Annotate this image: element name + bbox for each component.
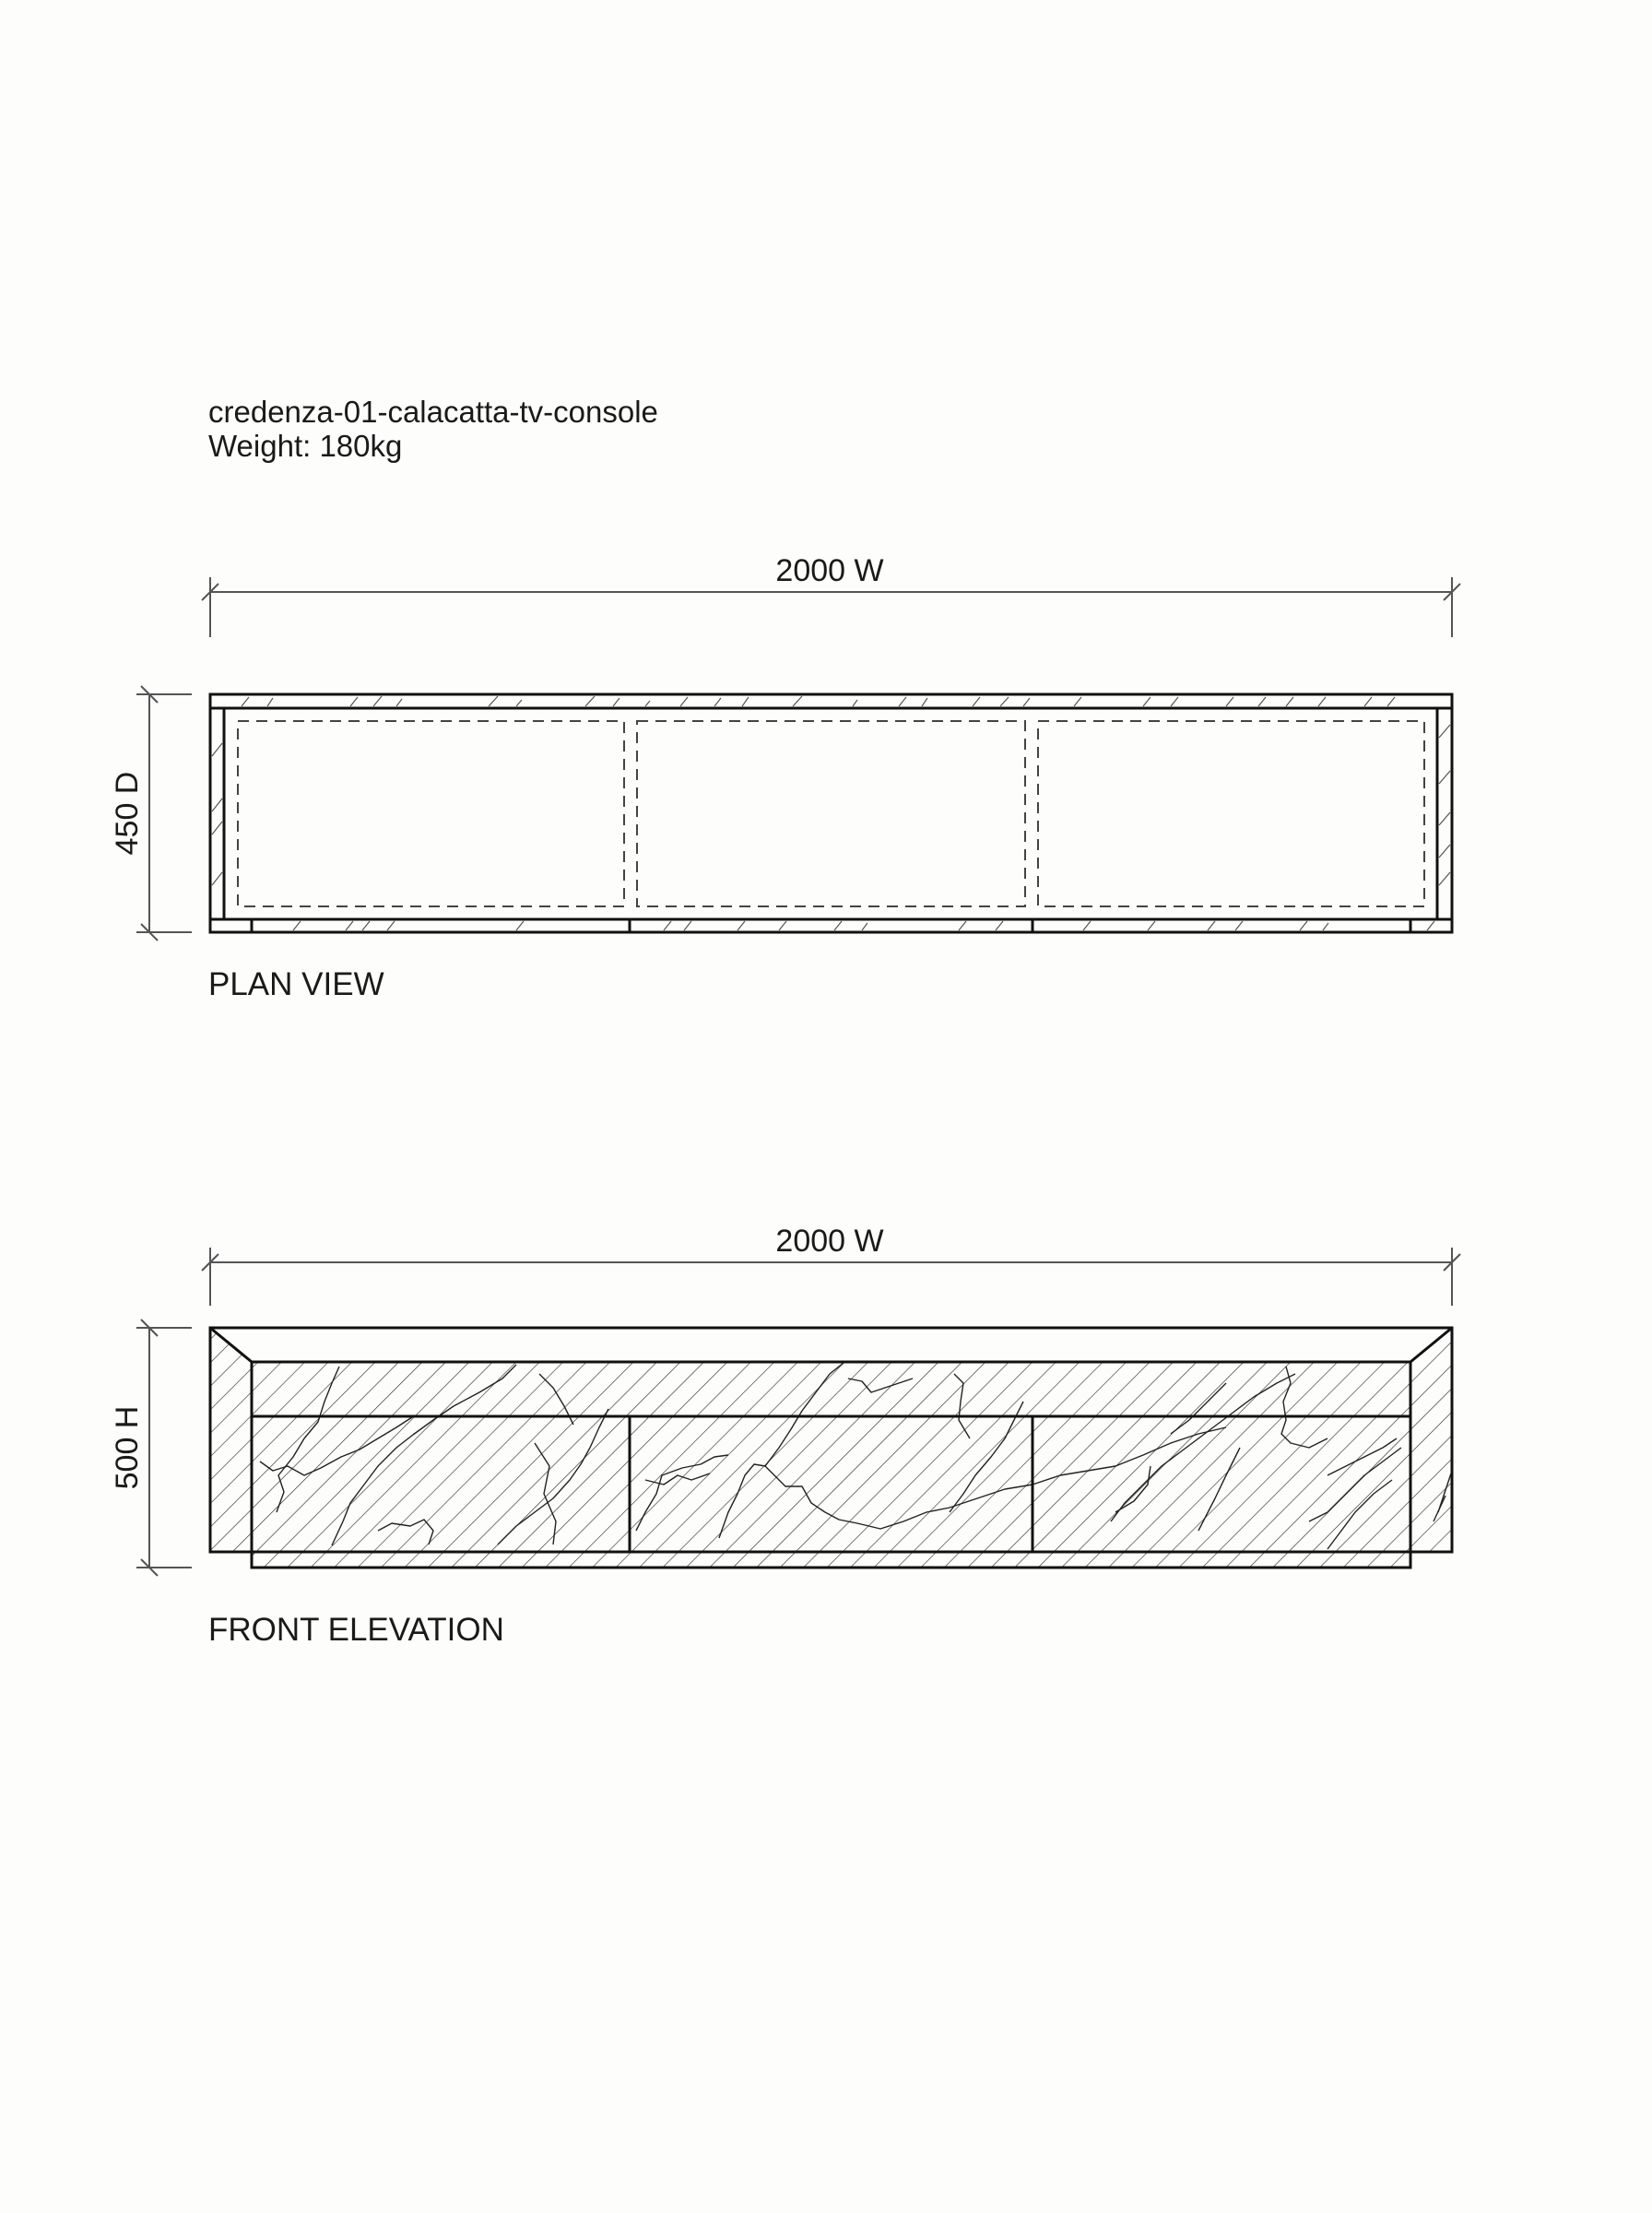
- plan-compartment-2: [637, 721, 1025, 906]
- plan-compartment-3: [1038, 721, 1424, 906]
- elevation-height-label: 500 H: [110, 1405, 145, 1490]
- plan-compartments: [238, 721, 1424, 906]
- elevation-width-label: 2000 W: [775, 1224, 884, 1259]
- plan-width-label: 2000 W: [775, 553, 884, 588]
- front-elevation-label: FRONT ELEVATION: [208, 1612, 504, 1648]
- plan-view-label: PLAN VIEW: [208, 966, 384, 1002]
- plan-depth-label: 450 D: [110, 771, 145, 856]
- plan-marble-texture: [212, 696, 1450, 930]
- title-block: [208, 395, 658, 463]
- front-elevation: [136, 1248, 1460, 1576]
- elevation-height-dimension: [136, 1320, 192, 1576]
- plan-compartment-1: [238, 721, 624, 906]
- weight-label: Weight: 180kg: [208, 429, 403, 463]
- plan-view: [136, 577, 1460, 941]
- plan-depth-dimension: [136, 686, 192, 941]
- plan-body: [210, 694, 1452, 932]
- drawing-title: credenza-01-calacatta-tv-console: [208, 395, 658, 429]
